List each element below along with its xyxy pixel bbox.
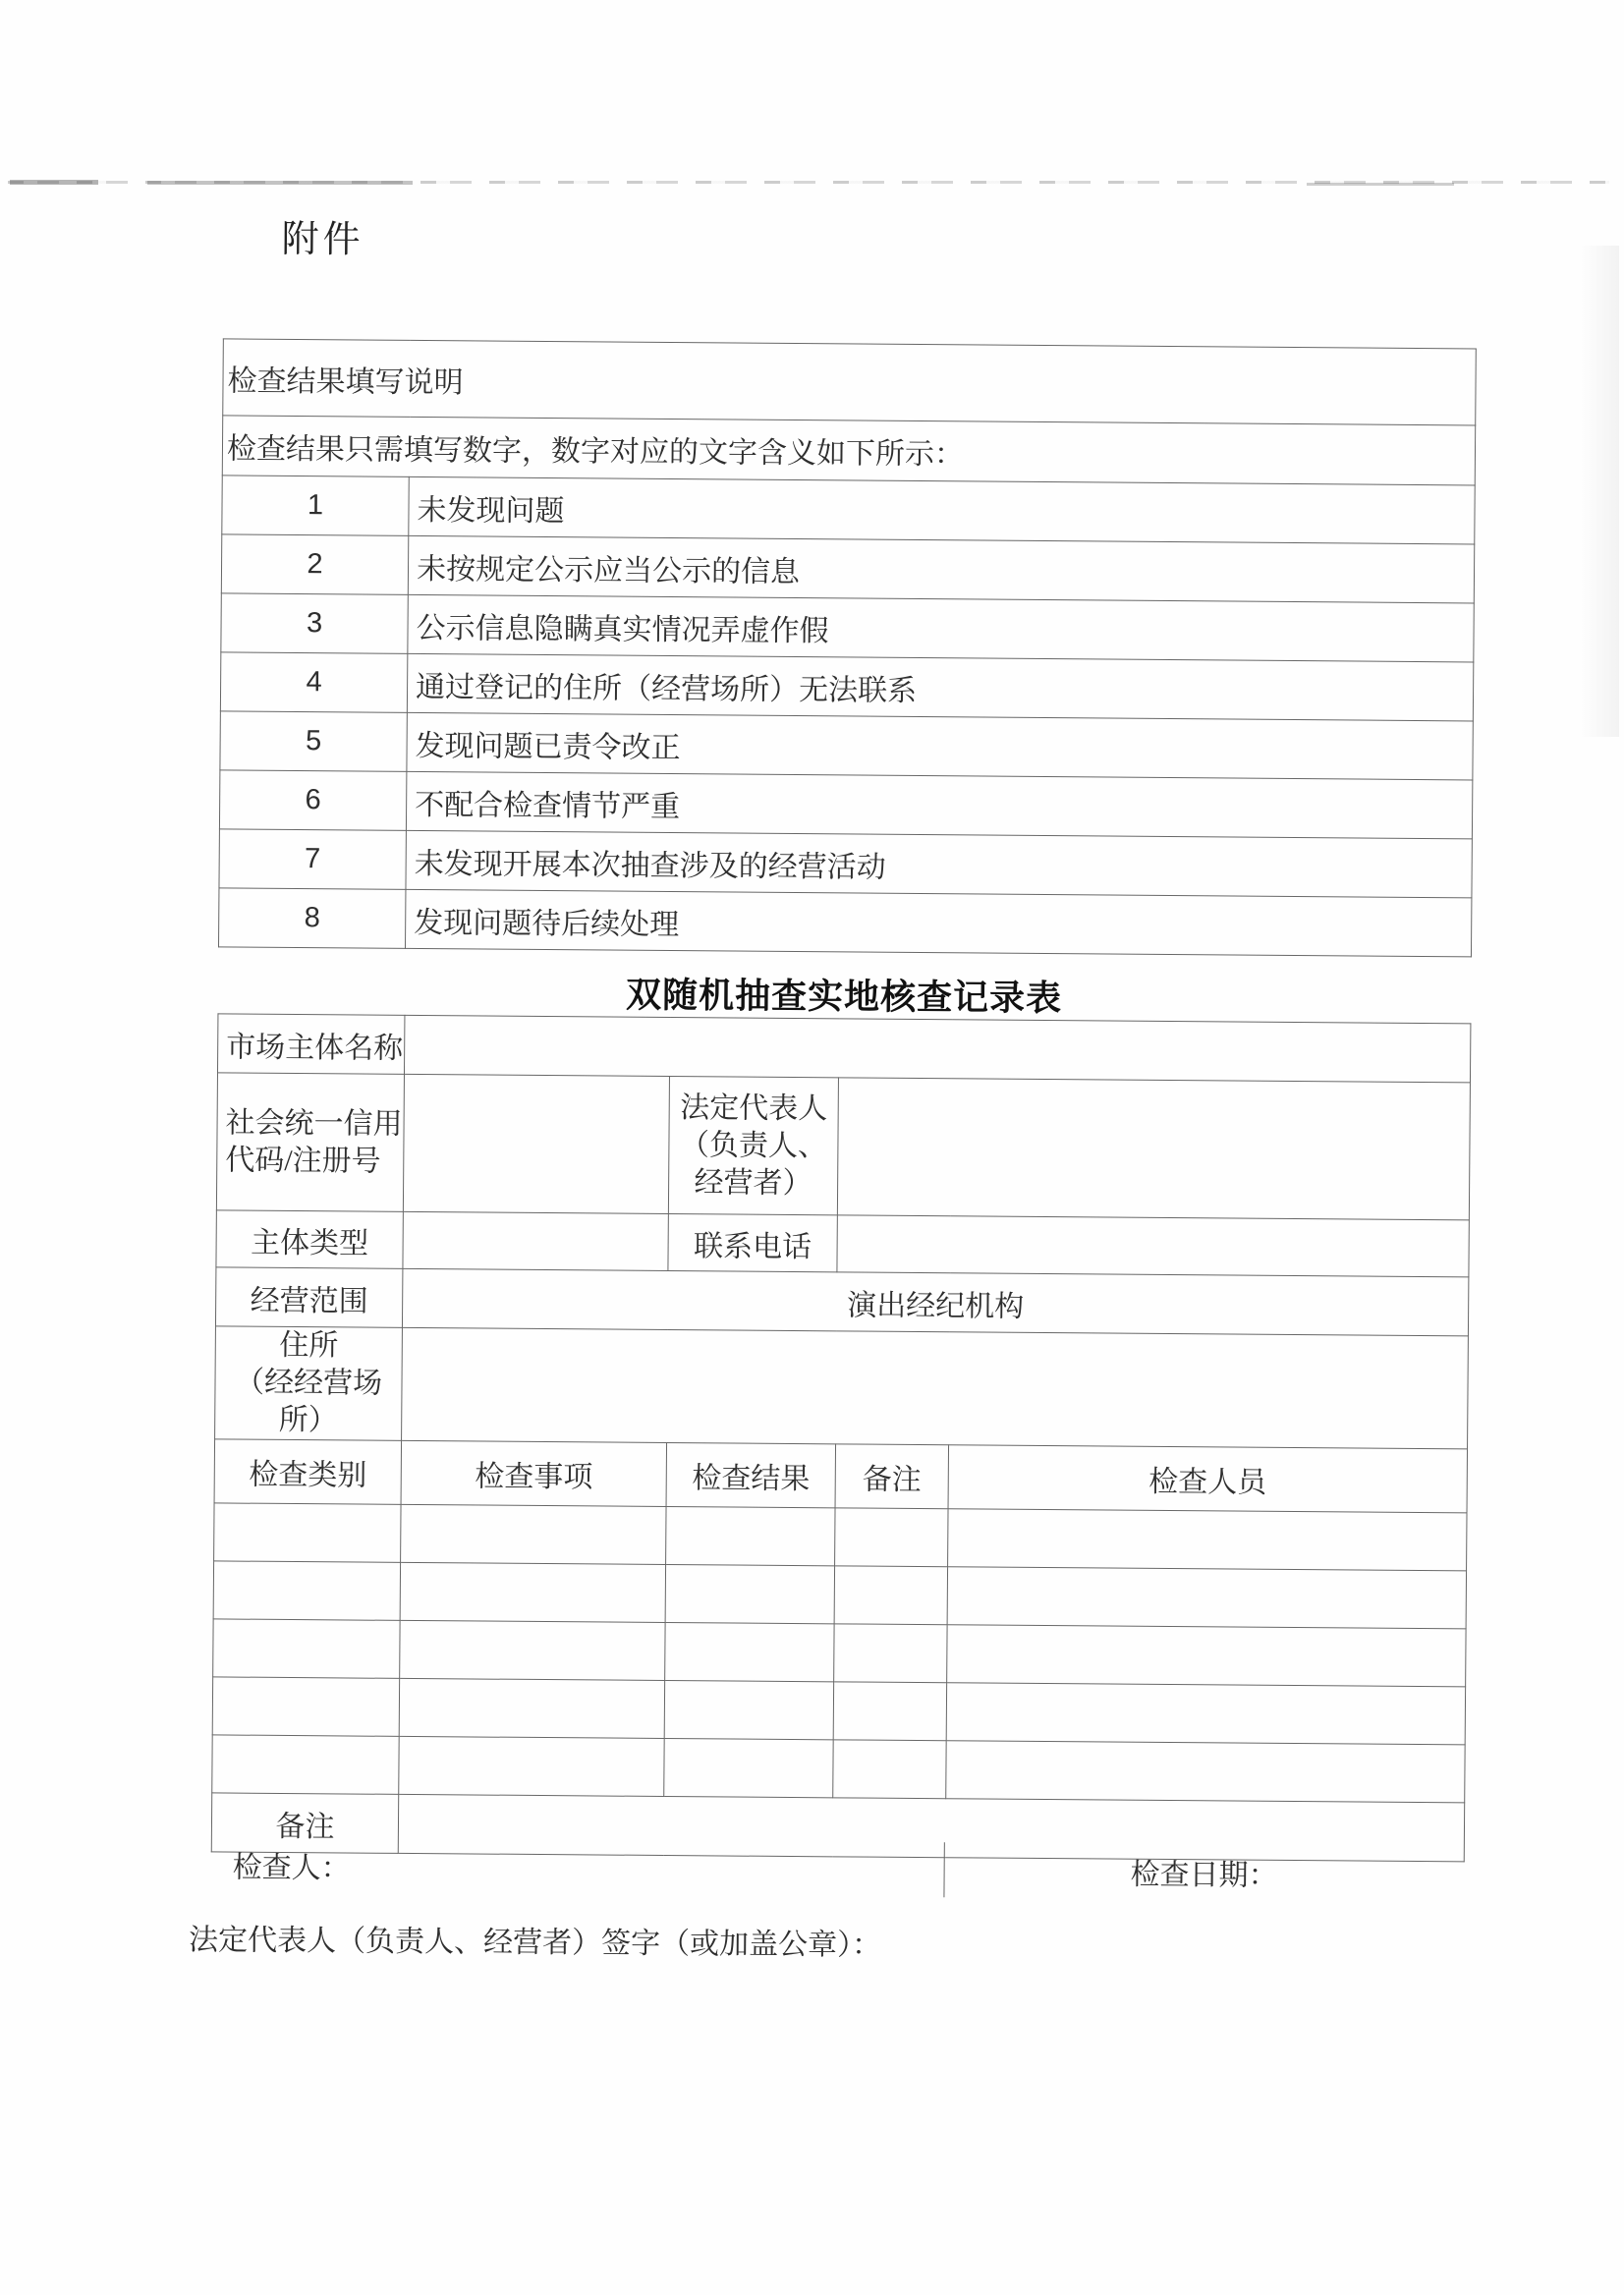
check-empty-cell <box>399 1678 664 1738</box>
entity-type-value <box>403 1211 668 1270</box>
check-empty-cell <box>948 1509 1467 1571</box>
instruction-row <box>221 593 1474 662</box>
inspection-date-label: 检查日期： <box>943 1842 1463 1901</box>
contact-phone-value <box>837 1215 1469 1277</box>
check-empty-cell <box>947 1625 1466 1687</box>
credit-code-value <box>403 1074 669 1213</box>
check-empty-row <box>213 1619 1466 1687</box>
instruction-code: 8 <box>218 888 405 948</box>
instructions-title: 检查结果填写说明 <box>223 339 1477 425</box>
check-empty-cell <box>212 1677 399 1736</box>
instruction-meaning: 不配合检查情节严重 <box>406 771 1472 839</box>
instruction-row <box>220 711 1473 780</box>
instruction-row <box>221 534 1474 603</box>
instructions-subtitle: 检查结果只需填写数字，数字对应的文字含义如下所示： <box>222 416 1475 485</box>
inspector-label: 检查人： <box>232 1851 351 1885</box>
business-scope-value: 演出经纪机构 <box>402 1268 1468 1336</box>
instruction-meaning: 未发现问题 <box>409 476 1475 544</box>
instructions-subtitle-row <box>222 416 1475 485</box>
instruction-code: 4 <box>220 652 407 712</box>
credit-code-label <box>216 1073 404 1211</box>
address-label-line2: （经经营场所） <box>234 1366 383 1437</box>
address-row <box>215 1326 1469 1449</box>
market-entity-name-row <box>217 1014 1470 1083</box>
business-scope-row <box>215 1267 1468 1336</box>
address-value <box>402 1327 1469 1449</box>
record-table <box>211 1013 1472 1862</box>
instructions-table <box>218 338 1477 957</box>
market-entity-name-label: 市场主体名称 <box>217 1014 404 1074</box>
instruction-meaning: 发现问题已责令改正 <box>407 712 1473 780</box>
check-empty-cell <box>834 1566 947 1625</box>
instruction-code: 7 <box>219 829 406 889</box>
instruction-code: 6 <box>219 770 406 830</box>
entity-type-label: 主体类型 <box>216 1210 403 1268</box>
instruction-meaning: 未按规定公示应当公示的信息 <box>408 535 1474 603</box>
check-empty-cell <box>399 1736 664 1796</box>
credit-code-label-line2: 代码/注册号 <box>225 1143 381 1178</box>
check-empty-cell <box>664 1681 833 1740</box>
instruction-row <box>219 829 1472 898</box>
instructions-title-row <box>223 339 1477 425</box>
instruction-code: 5 <box>220 711 407 771</box>
entity-type-row <box>216 1210 1469 1277</box>
legal-representative-label-line2: （负责人、 <box>679 1128 828 1162</box>
legal-representative-label-line3: 经营者） <box>694 1165 812 1200</box>
contact-phone-label: 联系电话 <box>668 1214 837 1272</box>
legal-representative-label-line1: 法定代表人 <box>680 1091 828 1125</box>
check-empty-cell <box>400 1562 665 1622</box>
instruction-code: 1 <box>222 476 409 535</box>
check-empty-cell <box>834 1624 947 1683</box>
instruction-row <box>219 770 1472 839</box>
check-header-category: 检查类别 <box>214 1439 402 1504</box>
business-scope-label: 经营范围 <box>215 1267 402 1327</box>
instruction-meaning: 发现问题待后续处理 <box>405 889 1471 957</box>
check-header-result: 检查结果 <box>666 1443 836 1508</box>
check-empty-cell <box>401 1504 666 1564</box>
check-empty-row <box>214 1503 1467 1571</box>
instruction-code: 2 <box>221 534 408 594</box>
instruction-row <box>222 476 1475 544</box>
market-entity-name-value <box>404 1015 1470 1083</box>
legal-representative-label <box>668 1077 838 1215</box>
check-empty-cell <box>946 1683 1465 1745</box>
check-header-remark: 备注 <box>835 1444 949 1509</box>
check-empty-cell <box>947 1567 1466 1629</box>
instruction-meaning: 公示信息隐瞒真实情况弄虚作假 <box>408 594 1474 662</box>
check-empty-cell <box>666 1507 835 1566</box>
check-empty-cell <box>665 1623 834 1682</box>
check-header-item: 检查事项 <box>401 1440 667 1506</box>
check-empty-cell <box>665 1565 834 1624</box>
check-empty-cell <box>833 1682 946 1741</box>
instruction-code: 3 <box>221 593 408 653</box>
check-empty-row <box>212 1677 1465 1745</box>
check-empty-cell <box>835 1508 948 1567</box>
check-empty-cell <box>213 1561 400 1620</box>
check-empty-cell <box>833 1740 946 1799</box>
check-empty-row <box>213 1561 1466 1629</box>
signature-line: 法定代表人（负责人、经营者）签字（或加盖公章）： <box>188 1924 882 1962</box>
check-empty-cell <box>946 1741 1465 1803</box>
instruction-row <box>220 652 1473 721</box>
inspector-row <box>210 1836 1463 1901</box>
address-label-line1: 住所 <box>279 1328 339 1363</box>
instruction-row <box>218 888 1471 957</box>
check-empty-cell <box>213 1619 400 1678</box>
attachment-label: 附件 <box>281 218 364 261</box>
credit-code-row <box>216 1073 1470 1220</box>
address-label <box>215 1326 403 1440</box>
form-title: 双随机抽查实地核查记录表 <box>625 975 1063 1019</box>
credit-code-label-line1: 社会统一信用 <box>225 1105 403 1141</box>
legal-representative-value <box>837 1078 1470 1220</box>
remarks-label: 备注 <box>211 1793 398 1853</box>
instruction-meaning: 通过登记的住所（经营场所）无法联系 <box>407 653 1473 721</box>
check-empty-cell <box>400 1620 665 1680</box>
check-empty-cell <box>212 1735 399 1794</box>
check-header-inspectors: 检查人员 <box>948 1445 1467 1513</box>
instruction-meaning: 未发现开展本次抽查涉及的经营活动 <box>406 830 1472 898</box>
check-empty-cell <box>664 1739 833 1798</box>
check-empty-cell <box>214 1503 401 1562</box>
check-header-row <box>214 1439 1467 1513</box>
check-empty-row <box>212 1735 1465 1803</box>
